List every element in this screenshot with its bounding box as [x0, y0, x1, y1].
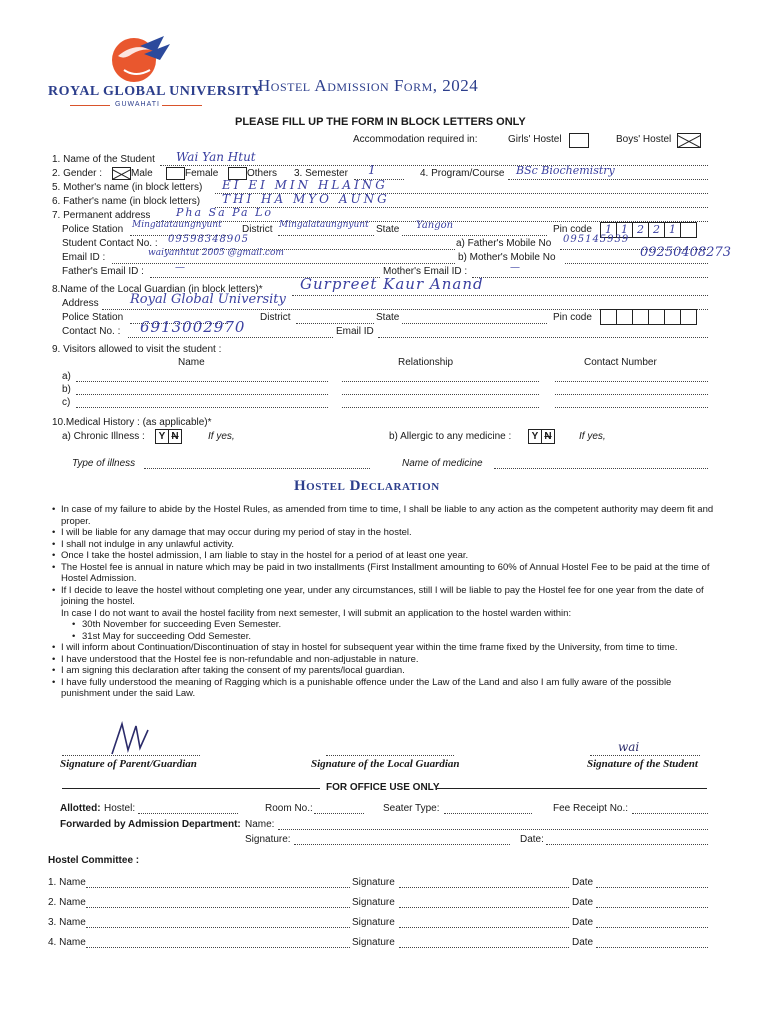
local-guardian-label: 8.Name of the Local Guardian (in block letters)*	[52, 284, 263, 295]
committee-date-label: Date	[572, 897, 594, 908]
visitors-col-relationship: Relationship	[398, 357, 454, 368]
pin-digit	[632, 310, 648, 324]
girls-hostel-label: Girls' Hostel	[508, 134, 562, 145]
visitor-name-line[interactable]	[76, 407, 328, 408]
type-of-illness-line[interactable]	[144, 468, 370, 469]
father-name-value[interactable]: THI HA MYO AUNG	[222, 192, 390, 206]
female-checkbox[interactable]	[166, 167, 185, 180]
committee-signature-label: Signature	[352, 937, 395, 948]
email-label: Email ID :	[62, 252, 106, 263]
email-value[interactable]: waiyanhtut 2005 @gmail.com	[148, 248, 284, 258]
declaration-item: • I have fully understood the meaning of Ragging which is a punishable offence under the Law of the Land and also I am fully aware of the possible punishment under the said Law.	[52, 677, 714, 700]
declaration-subitem: • 31st May for succeeding Odd Semester.	[52, 631, 714, 643]
others-label: Others	[247, 168, 278, 179]
local-guardian-value[interactable]: Gurpreet Kaur Anand	[300, 275, 484, 293]
city-rule-left	[70, 105, 110, 106]
local-guardian-line	[292, 295, 708, 296]
room-label: Room No.:	[265, 803, 313, 814]
visitor-name-line[interactable]	[76, 394, 328, 395]
committee-name-label: 4. Name	[48, 937, 86, 948]
declaration-item: • The Hostel fee is annual in nature which may be paid in two installments (First Installment amounting to 60% of Annual Hostel Fee to be paid at the time of Hostel Admission.	[52, 562, 714, 585]
police-station-label: Police Station	[62, 224, 124, 235]
mother-mobile-value[interactable]: 09250408273	[640, 245, 731, 260]
student-contact-value[interactable]: 09598348905	[168, 234, 249, 245]
semester-label: 3. Semester	[294, 168, 348, 179]
girls-hostel-checkbox[interactable]	[569, 133, 589, 148]
handwritten-signature-icon	[108, 720, 154, 760]
student-contact-label: Student Contact No. :	[62, 238, 158, 249]
local-guardian-signature-label: Signature of the Local Guardian	[311, 758, 460, 770]
yes-option[interactable]: Y	[531, 431, 539, 442]
declaration-note: In case I do not want to avail the hostel facility from next semester, I will submit an application to the hostel warden within:	[61, 607, 572, 619]
pin-digit	[664, 310, 680, 324]
state-value[interactable]: Yangon	[416, 220, 454, 231]
guardian-contact-label: Contact No. :	[62, 326, 121, 337]
visitors-col-contact: Contact Number	[584, 357, 657, 368]
parent-signature-line[interactable]	[62, 755, 200, 756]
university-city: GUWAHATI	[115, 101, 160, 108]
mother-mobile-line	[565, 263, 708, 264]
accommodation-label: Accommodation required in:	[353, 134, 478, 145]
declaration-list	[52, 504, 714, 700]
committee-signature-label: Signature	[352, 877, 395, 888]
committee-date-line[interactable]	[596, 947, 708, 948]
fee-receipt-label: Fee Receipt No.:	[553, 803, 629, 814]
committee-date-line[interactable]	[596, 907, 708, 908]
guardian-address-value[interactable]: Royal Global University	[130, 292, 286, 307]
committee-date-line[interactable]	[596, 927, 708, 928]
pin-digit	[680, 223, 696, 237]
declaration-item: • I shall not indulge in any unlawful activity.	[52, 539, 714, 551]
father-mobile-label: a) Father's Mobile No	[456, 238, 552, 249]
committee-name-label: 3. Name	[48, 917, 86, 928]
medical-history-label: 10.Medical History : (as applicable)*	[52, 417, 212, 428]
gender-label: 2. Gender :	[52, 168, 103, 179]
pin-digit: 1	[664, 223, 680, 237]
visitor-relationship-line[interactable]	[342, 381, 539, 382]
allergic-label: b) Allergic to any medicine :	[389, 431, 512, 442]
father-email-value[interactable]: —	[175, 262, 185, 273]
pin-digit: 2	[648, 223, 664, 237]
program-label: 4. Program/Course	[420, 168, 505, 179]
fee-receipt-line[interactable]	[632, 813, 708, 814]
committee-date-label: Date	[572, 937, 594, 948]
declaration-item: • I have understood that the Hostel fee is non-refundable and non-adjustable in nature.	[52, 654, 714, 666]
semester-value[interactable]: 1	[368, 163, 376, 177]
forwarded-name-line[interactable]	[278, 829, 708, 830]
medicine-name-line[interactable]	[494, 468, 708, 469]
no-option[interactable]: N	[541, 430, 554, 443]
guardian-district-label: District	[260, 312, 291, 323]
committee-name-line[interactable]	[86, 927, 350, 928]
chronic-if-yes: If yes,	[208, 431, 235, 442]
mother-name-value[interactable]: EI EI MIN HLAING	[222, 178, 388, 192]
declaration-item: • Once I take the hostel admission, I am liable to stay in the hostel for a period of at least one year.	[52, 550, 714, 562]
globe-logo-icon	[104, 34, 174, 86]
local-guardian-signature-line[interactable]	[326, 755, 454, 756]
allotted-label: Allotted:	[60, 803, 101, 814]
guardian-address-label: Address	[62, 298, 99, 309]
email-line	[112, 263, 455, 264]
guardian-state-line	[402, 323, 547, 324]
visitor-contact-line[interactable]	[555, 394, 708, 395]
pin-digit: 2	[632, 223, 648, 237]
chronic-illness-yn[interactable]	[155, 429, 182, 444]
instruction: PLEASE FILL UP THE FORM IN BLOCK LETTERS ONLY	[235, 116, 526, 128]
mother-email-line	[472, 277, 708, 278]
guardian-police-label: Police Station	[62, 312, 124, 323]
visitor-row-label: c)	[62, 397, 71, 408]
seater-line[interactable]	[444, 813, 532, 814]
declaration-title: Hostel Declaration	[294, 478, 440, 494]
committee-date-line[interactable]	[596, 887, 708, 888]
student-name-line	[160, 165, 708, 166]
permanent-address-label: 7. Permanent address	[52, 210, 151, 221]
student-signature-mark: wai	[618, 740, 640, 754]
district-label: District	[242, 224, 273, 235]
visitor-name-line[interactable]	[76, 381, 328, 382]
chronic-illness-label: a) Chronic Illness :	[62, 431, 145, 442]
forwarded-signature-line[interactable]	[294, 844, 510, 845]
visitor-contact-line[interactable]	[555, 381, 708, 382]
program-line	[508, 179, 708, 180]
student-signature-label: Signature of the Student	[587, 758, 698, 770]
program-value[interactable]: BSc Biochemistry	[516, 164, 615, 177]
state-label: State	[376, 224, 400, 235]
committee-signature-line[interactable]	[399, 907, 569, 908]
male-checkbox[interactable]	[112, 167, 131, 180]
visitors-label: 9. Visitors allowed to visit the student :	[52, 344, 222, 355]
allergic-yn[interactable]	[528, 429, 555, 444]
hostel-line[interactable]	[138, 813, 238, 814]
committee-signature-line[interactable]	[399, 887, 569, 888]
pin-code-label: Pin code	[553, 224, 592, 235]
female-label: Female	[185, 168, 219, 179]
committee-signature-line[interactable]	[399, 927, 569, 928]
committee-signature-label: Signature	[352, 917, 395, 928]
committee-name-label: 2. Name	[48, 897, 86, 908]
mother-email-value[interactable]: —	[510, 262, 520, 273]
university-logo	[104, 34, 174, 89]
forwarded-signature-label: Signature:	[245, 834, 291, 845]
father-name-line	[215, 207, 708, 208]
type-of-illness-label: Type of illness	[72, 458, 136, 469]
visitor-row-label: a)	[62, 371, 71, 382]
committee-signature-line[interactable]	[399, 947, 569, 948]
committee-name-line[interactable]	[86, 907, 350, 908]
pin-digit	[648, 310, 664, 324]
mother-email-label: Mother's Email ID :	[383, 266, 468, 277]
no-option[interactable]: N	[168, 430, 181, 443]
visitor-relationship-line[interactable]	[342, 407, 539, 408]
forwarded-date-line[interactable]	[546, 844, 708, 845]
university-name: ROYAL GLOBAL UNIVERSITY	[48, 84, 263, 99]
allergic-if-yes: If yes,	[579, 431, 606, 442]
medicine-name-label: Name of medicine	[402, 458, 483, 469]
declaration-item: • In case of my failure to abide by the Hostel Rules, as amended from time to time, I shall be liable to any action as the competent authority may deem fit and proper.	[52, 504, 714, 527]
student-signature-line[interactable]	[590, 755, 700, 756]
declaration-item: • I will be liable for any damage that may occur during my period of stay in the hostel.	[52, 527, 714, 539]
state-line	[402, 235, 547, 236]
parent-signature-mark	[108, 720, 154, 763]
male-label: Male	[131, 168, 153, 179]
declaration-item: • I am signing this declaration after taking the consent of my parents/local guardian.	[52, 665, 714, 677]
guardian-contact-value[interactable]: 6913002970	[140, 318, 246, 336]
district-value[interactable]: Mingalataungnyunt	[279, 220, 369, 230]
visitor-contact-line[interactable]	[555, 407, 708, 408]
guardian-email-line	[378, 337, 708, 338]
office-rule-right	[437, 788, 707, 789]
seater-label: Seater Type:	[383, 803, 440, 814]
office-use-title: FOR OFFICE USE ONLY	[326, 782, 440, 793]
committee-signature-label: Signature	[352, 897, 395, 908]
father-email-label: Father's Email ID :	[62, 266, 144, 277]
hostel-committee-label: Hostel Committee :	[48, 855, 140, 866]
visitor-row-label: b)	[62, 384, 71, 395]
father-name-label: 6. Father's name (in block letters)	[52, 196, 201, 207]
police-station-value[interactable]: Mingalataungnyunt	[132, 220, 222, 230]
guardian-pin-label: Pin code	[553, 312, 592, 323]
parent-signature-label: Signature of Parent/Guardian	[60, 758, 197, 770]
permanent-address-value[interactable]: Pha Sa Pa Lo	[176, 206, 274, 219]
student-name-value[interactable]: Wai Yan Htut	[176, 150, 256, 164]
room-line[interactable]	[314, 813, 364, 814]
declaration-subitem: • 30th November for succeeding Even Semester.	[52, 619, 714, 631]
father-mobile-value[interactable]: 095145939	[563, 234, 630, 245]
boys-hostel-label: Boys' Hostel	[616, 134, 672, 145]
guardian-email-label: Email ID	[336, 326, 374, 337]
committee-name-line[interactable]	[86, 947, 350, 948]
pin-digit	[601, 310, 616, 324]
guardian-state-label: State	[376, 312, 400, 323]
pin-digit: 1	[616, 223, 632, 237]
mother-name-label: 5. Mother's name (in block letters)	[52, 182, 203, 193]
visitor-relationship-line[interactable]	[342, 394, 539, 395]
mother-mobile-label: b) Mother's Mobile No	[458, 252, 556, 263]
guardian-contact-line	[128, 337, 333, 338]
forwarded-label: Forwarded by Admission Department:	[60, 819, 241, 830]
committee-name-label: 1. Name	[48, 877, 86, 888]
hostel-label: Hostel:	[104, 803, 136, 814]
visitors-col-name: Name	[178, 357, 205, 368]
declaration-item: • If I decide to leave the hostel without completing one year, under any circumstances, still I will be liable to pay the Hostel fee for one year from the date of joining the hostel.	[52, 585, 714, 608]
student-name-label: 1. Name of the Student	[52, 154, 155, 165]
boys-hostel-checkbox[interactable]	[677, 133, 701, 148]
declaration-item: • I will inform about Continuation/Discontinuation of stay in hostel for subsequent year within the time frame fixed by the University, from time to time.	[52, 642, 714, 654]
city-rule-right	[162, 105, 202, 106]
guardian-pin-boxes[interactable]	[600, 309, 697, 325]
pin-digit	[616, 310, 632, 324]
committee-date-label: Date	[572, 877, 594, 888]
forwarded-name-label: Name:	[245, 819, 275, 830]
committee-name-line[interactable]	[86, 887, 350, 888]
committee-date-label: Date	[572, 917, 594, 928]
forwarded-date-label: Date:	[520, 834, 544, 845]
yes-option[interactable]: Y	[158, 431, 166, 442]
pin-digit	[680, 310, 696, 324]
district-line	[278, 235, 374, 236]
form-title: Hostel Admission Form, 2024	[258, 76, 479, 95]
pin-digit: 1	[605, 223, 612, 236]
guardian-district-line	[296, 323, 374, 324]
office-rule-left	[62, 788, 320, 789]
